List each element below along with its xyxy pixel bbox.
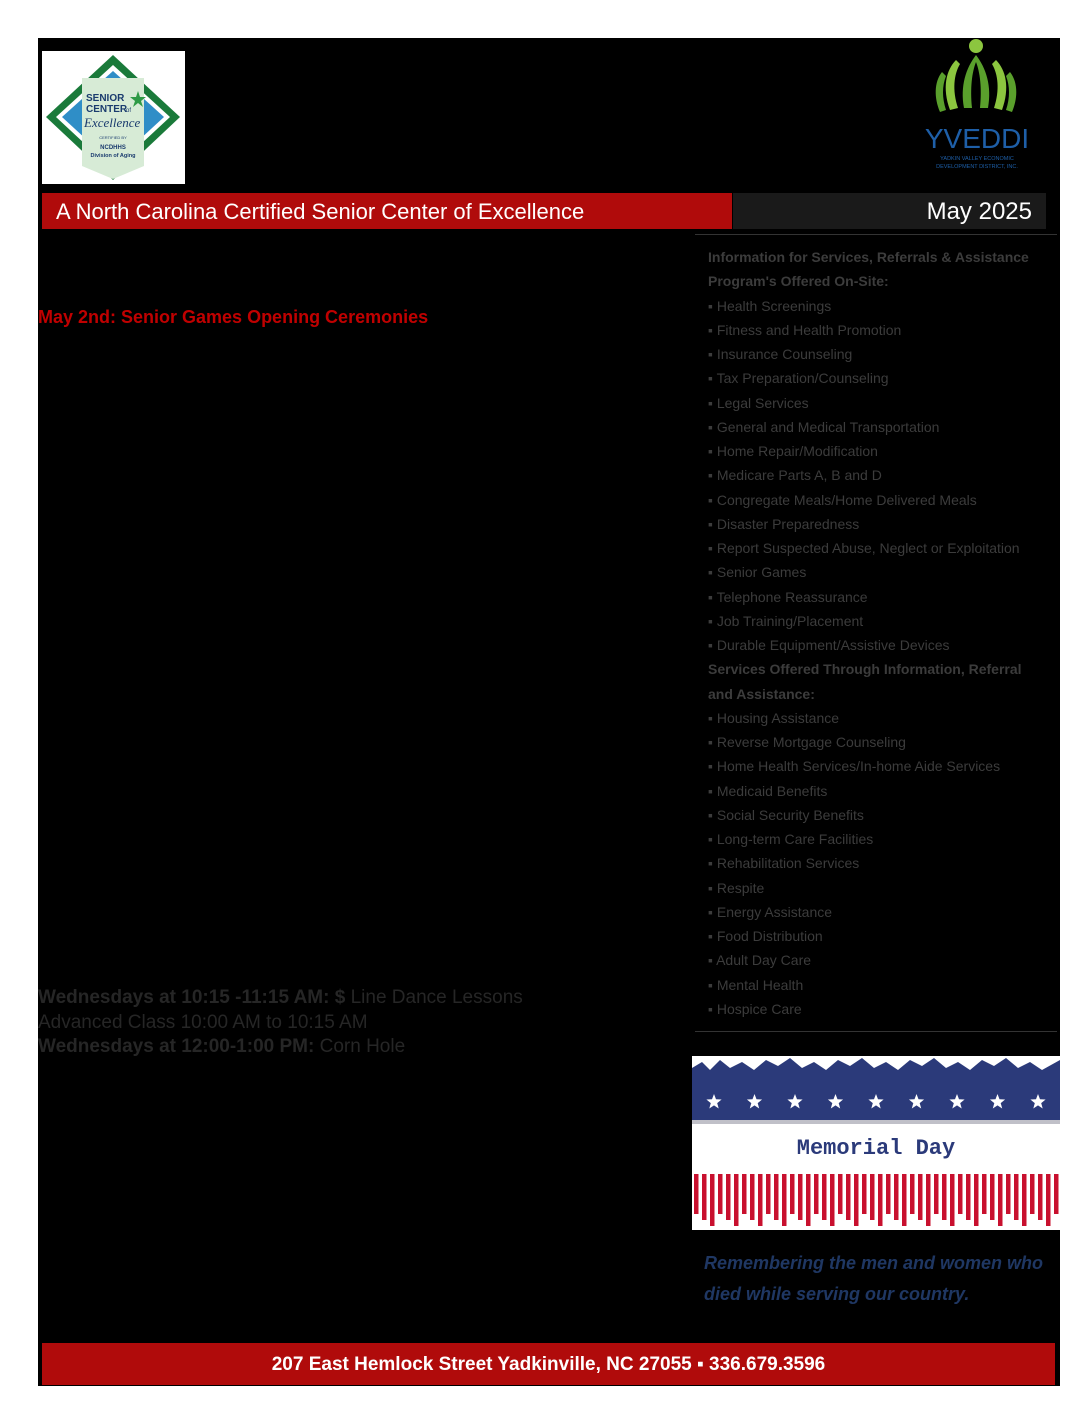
flag-stripe	[942, 1174, 947, 1220]
weekly-schedule	[38, 986, 523, 1060]
onsite-service-item: ▪ Health Screenings	[708, 297, 832, 314]
schedule-advanced-class: Advanced Class 10:00 AM to 10:15 AM	[38, 1011, 368, 1033]
svg-text:Memorial Day: Memorial Day	[796, 1136, 956, 1161]
svg-text:YADKIN VALLEY ECONOMIC: YADKIN VALLEY ECONOMIC	[940, 156, 1014, 162]
onsite-service-item: ▪ Home Repair/Modification	[708, 443, 878, 459]
flag-stripe	[1006, 1174, 1011, 1214]
memorial-day-banner	[692, 1056, 1060, 1230]
flag-stripe	[918, 1174, 923, 1220]
onsite-service-item: ▪ Senior Games	[708, 564, 807, 581]
flag-stripe	[958, 1174, 963, 1214]
svg-text:NCDHHS: NCDHHS	[100, 145, 126, 151]
flag-stripe	[702, 1174, 707, 1220]
flag-stripe	[846, 1174, 851, 1220]
svg-text:of: of	[126, 108, 132, 114]
onsite-service-item: ▪ Telephone Reassurance	[708, 588, 868, 605]
flag-stripe	[1014, 1174, 1019, 1220]
event-senior-games: May 2nd: Senior Games Opening Ceremonies	[38, 307, 429, 327]
flag-stripe	[998, 1174, 1003, 1226]
senior-center-excellence-logo	[42, 51, 185, 184]
flag-stripe	[870, 1174, 875, 1220]
onsite-service-item: ▪ Insurance Counseling	[708, 346, 853, 362]
onsite-service-item: ▪ General and Medical Transportation	[708, 418, 940, 435]
onsite-services-list	[708, 294, 1048, 658]
flag-stripe	[862, 1174, 867, 1214]
memorial-caption-line2: died while serving our country.	[704, 1284, 970, 1304]
flag-stripe	[902, 1174, 907, 1226]
flag-stripe	[926, 1174, 931, 1226]
svg-text:YVEDDI: YVEDDI	[924, 123, 1030, 154]
tagline-bar	[42, 193, 732, 229]
referral-service-item: ▪ Social Security Benefits	[708, 806, 864, 823]
onsite-heading: Program's Offered On-Site:	[708, 273, 889, 290]
onsite-service-item: ▪ Congregate Meals/Home Delivered Meals	[708, 491, 977, 508]
flag-stripe	[854, 1174, 859, 1226]
referral-heading-line1: Services Offered Through Information, Referral	[708, 661, 1022, 678]
flag-stripe	[838, 1174, 843, 1214]
flag-stripe	[710, 1174, 715, 1226]
flag-stripe	[694, 1174, 699, 1214]
svg-text:CENTER: CENTER	[86, 104, 128, 115]
flag-stripe	[742, 1174, 747, 1214]
referral-service-item: ▪ Adult Day Care	[708, 952, 812, 969]
referral-service-item: ▪ Housing Assistance	[708, 709, 840, 726]
flag-stripe	[1022, 1174, 1027, 1226]
newsletter-page	[38, 38, 1060, 1386]
referral-service-item: ▪ Reverse Mortgage Counseling	[708, 734, 906, 750]
services-sidebar	[708, 245, 1048, 1021]
flag-stripe	[878, 1174, 883, 1226]
svg-text:SENIOR: SENIOR	[86, 93, 125, 104]
sidebar-divider-top	[695, 234, 1057, 235]
flag-stripe	[894, 1174, 899, 1220]
memorial-caption-line1: Remembering the men and women who	[704, 1253, 1044, 1273]
flag-stripe	[982, 1174, 987, 1214]
footer-address: 207 East Hemlock Street Yadkinville, NC 27055 ▪ 336.679.3596	[271, 1354, 826, 1375]
onsite-service-item: ▪ Medicare Parts A, B and D	[708, 467, 882, 484]
flag-stripe	[782, 1174, 787, 1226]
tagline-text: A North Carolina Certified Senior Center of Excellence	[56, 199, 585, 224]
referral-service-item: ▪ Food Distribution	[708, 928, 823, 944]
referral-service-item: ▪ Home Health Services/In-home Aide Services	[708, 758, 1001, 775]
flag-stripe	[1038, 1174, 1043, 1220]
flag-stripe	[1054, 1174, 1059, 1214]
flag-stripe	[830, 1174, 835, 1226]
flag-stripe	[910, 1174, 915, 1214]
flag-stripe	[1046, 1174, 1051, 1226]
onsite-service-item: ▪ Disaster Preparedness	[708, 515, 860, 532]
onsite-service-item: ▪ Tax Preparation/Counseling	[708, 370, 889, 387]
onsite-service-item: ▪ Durable Equipment/Assistive Devices	[708, 637, 950, 653]
referral-service-item: ▪ Medicaid Benefits	[708, 782, 828, 799]
schedule-line-dance: Wednesdays at 10:15 -11:15 AM: $ Line Dance Lessons	[38, 987, 523, 1008]
flag-stripe	[758, 1174, 763, 1226]
referral-service-item: ▪ Respite	[708, 879, 765, 896]
flag-stripe	[766, 1174, 771, 1214]
flag-stripe	[974, 1174, 979, 1226]
issue-date-box	[733, 193, 1046, 229]
referral-service-item: ▪ Hospice Care	[708, 1000, 802, 1017]
flag-stripe	[814, 1174, 819, 1214]
flag-stripe	[1030, 1174, 1035, 1214]
memorial-caption	[704, 1248, 1054, 1310]
yveddi-logo	[908, 38, 1048, 174]
flag-stripe	[790, 1174, 795, 1214]
flag-stripe	[966, 1174, 971, 1220]
schedule-corn-hole: Wednesdays at 12:00-1:00 PM: Corn Hole	[38, 1036, 406, 1057]
flag-stripe	[750, 1174, 755, 1220]
flag-stripe	[806, 1174, 811, 1226]
svg-text:DEVELOPMENT DISTRICT, INC.: DEVELOPMENT DISTRICT, INC.	[936, 164, 1018, 170]
svg-text:CERTIFIED BY: CERTIFIED BY	[99, 135, 127, 140]
flag-stripe	[950, 1174, 955, 1226]
services-heading: Information for Services, Referrals & Assistance	[708, 249, 1029, 265]
flag-stripe	[734, 1174, 739, 1226]
onsite-service-item: ▪ Job Training/Placement	[708, 612, 864, 629]
referral-service-item: ▪ Mental Health	[708, 976, 804, 993]
flag-stripe	[886, 1174, 891, 1214]
flag-stripe	[774, 1174, 779, 1220]
issue-date: May 2025	[926, 198, 1032, 225]
referral-services-list	[708, 706, 1048, 1021]
onsite-service-item: ▪ Fitness and Health Promotion	[708, 321, 902, 338]
referral-service-item: ▪ Long-term Care Facilities	[708, 831, 874, 847]
flag-stripe	[726, 1174, 731, 1220]
onsite-service-item: ▪ Report Suspected Abuse, Neglect or Exploitation	[708, 540, 1020, 556]
referral-service-item: ▪ Energy Assistance	[708, 903, 833, 920]
svg-text:Excellence: Excellence	[84, 115, 141, 130]
sidebar-divider-bottom	[695, 1031, 1057, 1032]
flag-stripe	[990, 1174, 995, 1220]
flag-stripe	[822, 1174, 827, 1220]
flag-stripe	[718, 1174, 723, 1214]
footer-bar	[42, 1343, 1055, 1385]
onsite-service-item: ▪ Legal Services	[708, 394, 809, 411]
referral-service-item: ▪ Rehabilitation Services	[708, 855, 860, 872]
svg-text:Division of Aging: Division of Aging	[90, 153, 136, 159]
referral-heading-line2: and Assistance:	[708, 685, 815, 702]
flag-stripe	[798, 1174, 803, 1220]
flag-stripe	[934, 1174, 939, 1214]
